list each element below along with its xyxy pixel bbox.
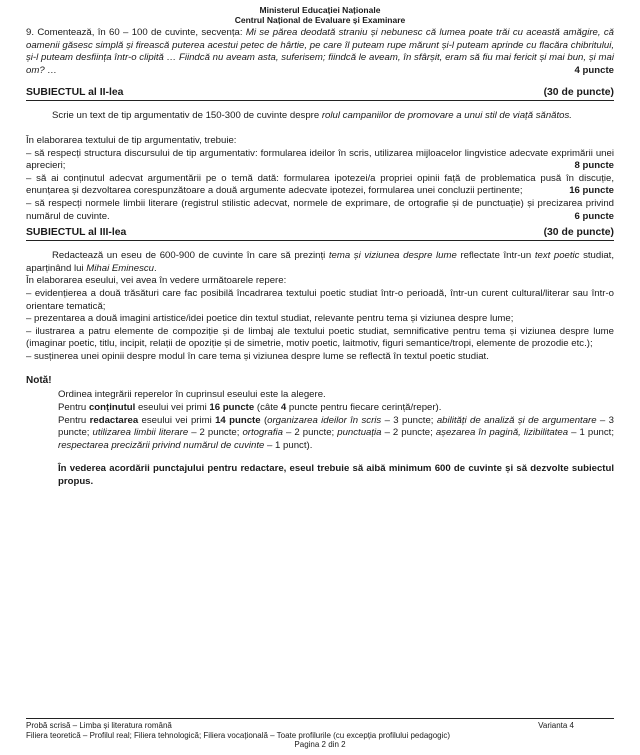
section-3-task-text-b: reflectate într-un	[456, 250, 535, 262]
ministry-name: Ministerul Educației Naționale	[259, 5, 381, 15]
note-writing-score	[58, 415, 614, 453]
note-content-text-d: puncte pentru fiecare cerință/reper).	[286, 402, 442, 414]
note-block	[26, 389, 614, 488]
section-3-task-genre: text poetic	[534, 250, 580, 262]
note-content-term: conținutul	[88, 402, 136, 414]
footer-page-number: Pagina 2 din 2	[294, 740, 346, 750]
note-writing-b: eseului vei primi	[138, 414, 216, 426]
note-writing-term: redactarea	[89, 414, 139, 426]
note-order: Ordinea integrării reperelor în cuprinsul eseului este la alegere.	[58, 389, 326, 401]
section-2-title: SUBIECTUL al II-lea	[26, 87, 124, 99]
section-3-task-author: Mihai Eminescu	[86, 262, 154, 274]
section-3-heading	[26, 226, 614, 241]
center-name: Centrul Național de Evaluare și Examinare	[234, 15, 406, 25]
section-2-criterion-1: – să respecți structura discursului de tip argumentativ: formularea ideilor în scris, utilizarea mijloacelor lingvistice adecvate exprimării unei aprecieri;	[26, 147, 614, 172]
note-writing-crit-1: organizarea ideilor în scris	[267, 414, 382, 426]
section-3-task-theme: tema și viziunea despre lume	[328, 250, 457, 262]
note-writing-crit-4: ortografia	[242, 427, 283, 439]
page-footer	[26, 718, 614, 750]
section-2-points: (30 de puncte)	[543, 87, 614, 99]
section-3-landmark-2: – prezentarea a două imagini artistice/idei poetice din textul studiat, relevante pentru tema și viziunea despre lume;	[26, 313, 514, 325]
note-content-score	[58, 402, 614, 415]
footer-exam: Probă scrisă – Limba și literatura română	[26, 721, 172, 730]
note-writing-d: – 3 puncte;	[381, 414, 437, 426]
item-9-lead: 9. Comentează, în 60 – 100 de cuvinte, secvența:	[26, 27, 246, 38]
section-2-criterion-3: – să respecți normele limbii literare (registrul stilistic adecvat, normele de exprimare, de ortografie și de punctuație) și precizarea privind numărul de cuvinte.	[26, 197, 614, 222]
note-writing-crit-7: respectarea precizării privind numărul de cuvinte	[58, 439, 265, 451]
note-writing-j: – 1 punct).	[264, 439, 313, 451]
section-3-task-text-d: .	[154, 262, 157, 274]
section-3-points: (30 de puncte)	[543, 227, 614, 239]
item-9-quote: Mi se părea deodată straniu și nebunesc că lumea poate trăi cu această amăgire, că oamenii găsesc simplă și firească puterea acestui petec de hârtie, pe care îl puteam rupe mărunt și-l puteam aprinde cu flacăra chibritului, și-l puteam desființa într-o clipită … Fiindcă nu aveam asta, suferisem; fiindcă le aveam, în sfârșit, eram să fiu mai fericit și mai bun, și mai om? …	[26, 27, 614, 76]
section-2-criterion-3-points: 6 puncte	[574, 210, 614, 222]
note-content-each-points: 4	[280, 402, 287, 414]
section-2-task-text: Scrie un text de tip argumentativ de 150-300 de cuvinte despre	[52, 110, 322, 122]
page-header	[26, 5, 614, 25]
note-title: Notă!	[26, 375, 52, 387]
note-writing-c: (	[260, 414, 268, 426]
section-2-criterion-2-points: 16 puncte	[569, 185, 614, 197]
footer-profiles: Filiera teoretică – Profilul real; Filiera tehnologică; Filiera vocațională – Toate profilurile (cu excepția profilului pedagogic)	[26, 730, 451, 740]
section-3-landmark-1: – evidențierea a două trăsături care fac posibilă încadrarea textului poetic studiat într-o perioadă, într-un curent cultural/literar sau într-o orientare tematică;	[26, 287, 614, 312]
note-writing-g: – 2 puncte;	[282, 427, 338, 439]
section-2-task	[26, 110, 614, 123]
note-writing-e: – 3 puncte;	[58, 414, 614, 439]
note-content-points: 16 puncte	[209, 402, 255, 414]
note-minimum-words: În vederea acordării punctajului pentru redactare, eseul trebuie să aibă minimum 600 de cuvinte și să dezvolte subiectul propus.	[58, 463, 614, 488]
section-3-landmark-4: – susținerea unei opinii despre modul în care tema și viziunea despre lume se reflectă în textul poetic studiat.	[26, 350, 489, 362]
section-3-task-text-c: studiat, aparținând lui	[26, 250, 615, 274]
section-3-landmark-3: – ilustrarea a patru elemente de compoziție și de limbaj ale textului poetic studiat, semnificative pentru tema și viziunea despre lume (imaginar poetic, titlu, incipit, relații de opoziție și de simetrie, motiv poetic, laitmotiv, figuri semantice/tropi, elemente de prozodie etc.);	[26, 325, 614, 350]
note-content-text-a: Pentru	[58, 402, 89, 414]
section-3-task-text-a: Redactează un eseu de 600-900 de cuvinte în care să prezinți	[52, 250, 329, 262]
note-writing-points: 14 puncte	[215, 414, 261, 426]
footer-variant: Varianta 4	[538, 721, 574, 730]
section-3-task	[26, 250, 614, 275]
note-writing-crit-5: punctuația	[337, 427, 382, 439]
note-writing-h: – 2 puncte;	[381, 427, 436, 439]
note-writing-crit-2: abilități de analiză și de argumentare	[436, 414, 597, 426]
section-2-task-topic: rolul campaniilor de promovare a unui stil de viață sănătos.	[321, 110, 572, 122]
item-9-points: 4 puncte	[574, 64, 614, 76]
section-2-criterion-1-points: 8 puncte	[574, 160, 614, 172]
exam-page	[26, 0, 614, 489]
note-content-text-b: eseului vei primi	[135, 402, 210, 414]
note-writing-crit-3: utilizarea limbii literare	[92, 427, 189, 439]
note-writing-a: Pentru	[58, 414, 90, 426]
section-2-intro: În elaborarea textului de tip argumentativ, trebuie:	[26, 134, 237, 146]
section-2-criterion-2: – să ai conținutul adecvat argumentării pe o temă dată: formularea ipotezei/a propriei opinii față de problematica pusă în discuție, enunțarea și dezvoltarea corespunzătoare a două argumente adecvate ipotezei, formularea unei concluzii pertinente;	[26, 172, 614, 197]
note-writing-f: – 2 puncte;	[188, 427, 243, 439]
section-3-intro: În elaborarea eseului, vei avea în vedere următoarele repere:	[26, 275, 287, 287]
note-writing-crit-6: așezarea în pagină, lizibilitatea	[435, 427, 569, 439]
note-content-text-c: (câte	[254, 402, 281, 414]
note-writing-i: – 1 punct;	[568, 427, 615, 439]
section-3-title: SUBIECTUL al III-lea	[26, 227, 127, 239]
section-2-heading	[26, 86, 614, 101]
